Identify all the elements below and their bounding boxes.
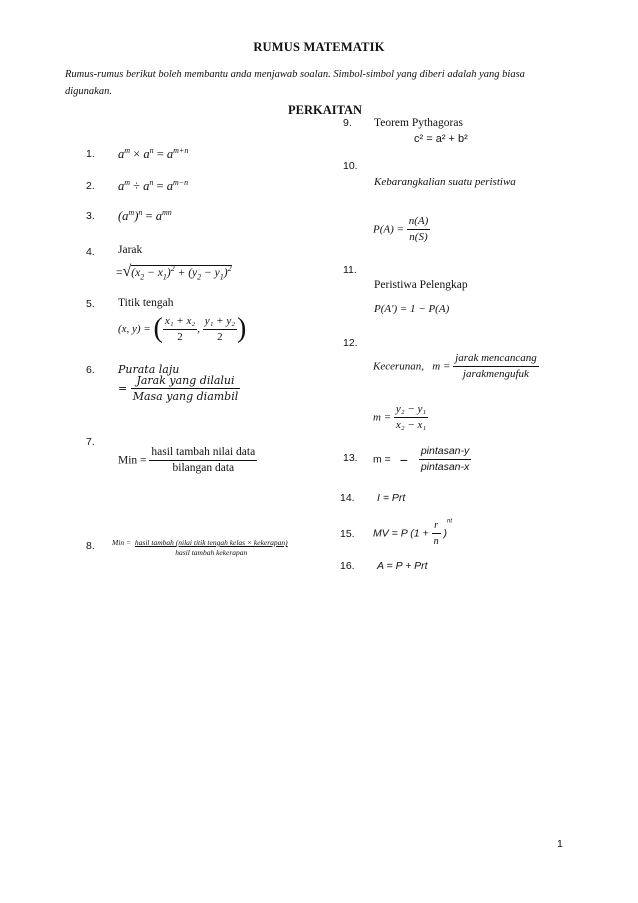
formula-grouped-mean: Min = $\frac{\text{hasil tambah (nilai titik tengah kelas × kekerapan)}}{\text{hasil tambah kekerapan}}$ [112,538,288,557]
formula-exponent-power: $(a^m)^n = a^{mn}$ [118,208,172,224]
formula-distance: $=√(x_2 - x_1)^2 + (y_2 - y_1)^2$ [116,263,232,282]
distance-label: Jarak [118,244,143,256]
item-number-2: 2. [86,180,95,192]
item-number-3: 3. [86,210,95,222]
item-number-5: 5. [86,298,95,310]
formula-average-speed: = $\frac{\text{Jarak yang dilalui}}{\text{Masa yang diambil}}$ [118,374,239,403]
item-number-13: 13. [343,452,358,464]
formula-simple-interest: I = Prt [377,492,406,504]
item-number-7: 7. [86,436,95,448]
formula-total-amount: A = P + Prt [377,560,428,572]
page-number: 1 [557,838,563,850]
item-number-16: 16. [340,560,355,572]
formula-matured-value: MV = P (1 + $\frac{r}{n}$ )$^{nt}$ [373,518,452,547]
probability-label: Kebarangkalian suatu peristiwa [374,176,516,188]
formula-mean: Min = $\frac{\text{hasil tambah nilai data}}{\text{bilangan data}}$ [118,446,256,474]
formula-exponent-multiply: $a^m \times a^n = a^{m+n}$ [118,146,189,162]
formula-pythagoras: c² = a² + b² [414,133,468,145]
item-number-9: 9. [343,117,352,129]
formula-gradient: Kecerunan, m = $\frac{\text{jarak mencancang}}{\text{jarakmengufuk}}$ [373,352,537,380]
formula-gradient-coordinates: m = $\frac{\text{y₂ − y₁}}{\text{x₂ − x₁}}$ [373,403,427,431]
item-number-15: 15. [340,528,355,540]
item-number-12: 12. [343,337,358,349]
item-number-14: 14. [340,492,355,504]
speed-label: Purata laju [118,363,180,376]
formula-midpoint: (x, y) = ( $\frac{\text{x₁ + x₂}}{2}$ , $\frac{\text{y₁ + y₂}}{2}$ ) [118,313,247,344]
item-number-10: 10. [343,160,358,172]
formula-exponent-divide: $a^m \div a^n = a^{m-n}$ [118,178,189,194]
midpoint-label: Titik tengah [118,297,174,309]
intro-text: Rumus-rumus berikut boleh membantu anda menjawab soalan. Simbol-simbol yang diberi adalah yang biasa digunakan. [65,69,525,97]
formula-complement: P(A') = 1 − P(A) [374,303,450,315]
section-heading: PERKAITAN [288,103,363,117]
item-number-1: 1. [86,148,95,160]
item-number-11: 11. [343,264,357,276]
formula-gradient-intercepts: m = − $\frac{\text{pintasan-y}}{\text{pintasan-x}}$ [373,445,470,473]
page-title: RUMUS MATEMATIK [253,40,385,54]
complement-label: Peristiwa Pelengkap [374,279,468,291]
item-number-4: 4. [86,246,95,258]
item-number-6: 6. [86,364,95,376]
item-number-8: 8. [86,540,95,552]
formula-probability: P(A) = $\frac{n(A)}{n(S)}$ [373,215,429,243]
pythagoras-label: Teorem Pythagoras [374,117,463,129]
